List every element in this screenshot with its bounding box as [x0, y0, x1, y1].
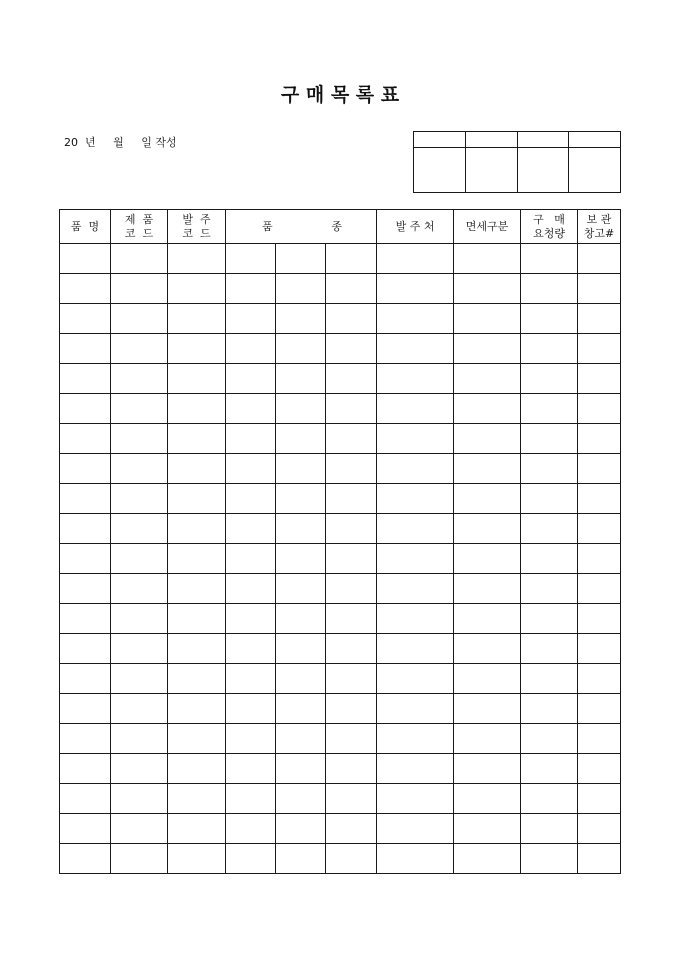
table-cell[interactable]	[377, 814, 454, 844]
table-cell[interactable]	[326, 274, 377, 304]
table-row	[60, 814, 621, 844]
table-cell[interactable]	[521, 514, 578, 544]
table-cell[interactable]	[326, 244, 377, 274]
header-storage: 보 관 창고#	[578, 210, 621, 244]
table-cell[interactable]	[326, 724, 377, 754]
table-cell[interactable]	[326, 604, 377, 634]
table-cell[interactable]	[521, 724, 578, 754]
header-order-code: 발 주 코 드	[168, 210, 226, 244]
table-cell[interactable]	[377, 304, 454, 334]
table-cell[interactable]	[111, 304, 168, 334]
table-cell[interactable]	[377, 724, 454, 754]
table-cell[interactable]	[60, 694, 111, 724]
table-cell[interactable]	[578, 514, 621, 544]
table-cell[interactable]	[578, 724, 621, 754]
table-cell[interactable]	[521, 574, 578, 604]
table-cell[interactable]	[578, 754, 621, 784]
table-cell[interactable]	[578, 784, 621, 814]
table-row	[60, 724, 621, 754]
table-cell[interactable]	[60, 784, 111, 814]
table-cell[interactable]	[226, 304, 276, 334]
table-cell[interactable]	[326, 634, 377, 664]
table-cell[interactable]	[326, 784, 377, 814]
table-cell[interactable]	[454, 634, 521, 664]
table-cell[interactable]	[276, 724, 326, 754]
table-cell[interactable]	[226, 634, 276, 664]
table-cell[interactable]	[521, 544, 578, 574]
table-cell[interactable]	[454, 664, 521, 694]
table-cell[interactable]	[521, 424, 578, 454]
table-cell[interactable]	[276, 424, 326, 454]
table-row	[60, 334, 621, 364]
table-cell[interactable]	[454, 514, 521, 544]
table-cell[interactable]	[168, 754, 226, 784]
table-cell[interactable]	[454, 694, 521, 724]
table-cell[interactable]	[111, 394, 168, 424]
table-cell[interactable]	[454, 274, 521, 304]
table-cell[interactable]	[276, 394, 326, 424]
table-cell[interactable]	[326, 514, 377, 544]
table-cell[interactable]	[226, 244, 276, 274]
table-cell[interactable]	[168, 364, 226, 394]
approval-sign-cell[interactable]	[518, 148, 569, 193]
header-category: 품 종	[226, 210, 377, 244]
table-row	[60, 274, 621, 304]
table-cell[interactable]	[326, 424, 377, 454]
header-supplier: 발 주 처	[377, 210, 454, 244]
table-row	[60, 754, 621, 784]
table-cell[interactable]	[60, 304, 111, 334]
table-cell[interactable]	[326, 334, 377, 364]
table-cell[interactable]	[276, 604, 326, 634]
table-cell[interactable]	[377, 424, 454, 454]
table-cell[interactable]	[377, 364, 454, 394]
header-product-code: 제 품 코 드	[111, 210, 168, 244]
table-cell[interactable]	[454, 844, 521, 874]
table-cell[interactable]	[276, 844, 326, 874]
table-cell[interactable]	[226, 334, 276, 364]
header-item-name: 품 명	[60, 210, 111, 244]
table-cell[interactable]	[578, 304, 621, 334]
table-cell[interactable]	[521, 304, 578, 334]
table-cell[interactable]	[168, 814, 226, 844]
table-cell[interactable]	[226, 364, 276, 394]
table-cell[interactable]	[111, 484, 168, 514]
table-row	[60, 424, 621, 454]
table-cell[interactable]	[454, 304, 521, 334]
table-cell[interactable]	[377, 844, 454, 874]
table-cell[interactable]	[521, 694, 578, 724]
table-cell[interactable]	[578, 394, 621, 424]
table-cell[interactable]	[60, 574, 111, 604]
table-cell[interactable]	[111, 424, 168, 454]
table-cell[interactable]	[168, 514, 226, 544]
table-cell[interactable]	[521, 814, 578, 844]
table-cell[interactable]	[60, 544, 111, 574]
table-row	[60, 784, 621, 814]
table-cell[interactable]	[168, 334, 226, 364]
table-cell[interactable]	[377, 664, 454, 694]
table-cell[interactable]	[276, 454, 326, 484]
table-cell[interactable]	[276, 694, 326, 724]
table-cell[interactable]	[326, 574, 377, 604]
table-cell[interactable]	[521, 334, 578, 364]
table-cell[interactable]	[454, 814, 521, 844]
table-cell[interactable]	[111, 334, 168, 364]
table-cell[interactable]	[276, 664, 326, 694]
table-cell[interactable]	[276, 514, 326, 544]
table-cell[interactable]	[578, 814, 621, 844]
table-cell[interactable]	[60, 364, 111, 394]
table-cell[interactable]	[168, 454, 226, 484]
table-cell[interactable]	[111, 244, 168, 274]
table-cell[interactable]	[521, 664, 578, 694]
table-cell[interactable]	[454, 364, 521, 394]
table-cell[interactable]	[111, 514, 168, 544]
date-written-line: 20 년 월 일 작성	[64, 136, 177, 149]
table-cell[interactable]	[578, 604, 621, 634]
table-cell[interactable]	[60, 484, 111, 514]
table-cell[interactable]	[111, 454, 168, 484]
table-cell[interactable]	[578, 694, 621, 724]
table-cell[interactable]	[60, 244, 111, 274]
table-cell[interactable]	[521, 604, 578, 634]
header-tax-type: 면세구분	[454, 210, 521, 244]
table-cell[interactable]	[578, 454, 621, 484]
table-cell[interactable]	[454, 604, 521, 634]
table-cell[interactable]	[60, 394, 111, 424]
table-cell[interactable]	[326, 814, 377, 844]
table-cell[interactable]	[454, 244, 521, 274]
approval-sign-cell[interactable]	[414, 148, 466, 193]
table-cell[interactable]	[168, 604, 226, 634]
table-cell[interactable]	[276, 544, 326, 574]
table-row	[60, 544, 621, 574]
page-title: 구 매 목 록 표	[280, 84, 400, 106]
table-row	[60, 244, 621, 274]
table-cell[interactable]	[454, 394, 521, 424]
approval-header-cell[interactable]	[569, 132, 621, 148]
approval-sign-cell[interactable]	[466, 148, 518, 193]
approval-box	[413, 131, 621, 193]
purchase-list-table	[59, 209, 621, 874]
table-cell[interactable]	[226, 454, 276, 484]
table-cell[interactable]	[276, 334, 326, 364]
table-cell[interactable]	[226, 574, 276, 604]
table-cell[interactable]	[578, 544, 621, 574]
table-cell[interactable]	[326, 844, 377, 874]
table-cell[interactable]	[60, 334, 111, 364]
table-cell[interactable]	[578, 364, 621, 394]
table-row	[60, 364, 621, 394]
table-cell[interactable]	[326, 754, 377, 784]
table-cell[interactable]	[111, 574, 168, 604]
table-cell[interactable]	[326, 304, 377, 334]
approval-header-cell[interactable]	[414, 132, 466, 148]
table-cell[interactable]	[226, 754, 276, 784]
table-cell[interactable]	[454, 574, 521, 604]
table-cell[interactable]	[521, 274, 578, 304]
table-cell[interactable]	[168, 484, 226, 514]
table-cell[interactable]	[168, 724, 226, 754]
table-cell[interactable]	[60, 604, 111, 634]
table-cell[interactable]	[521, 454, 578, 484]
table-cell[interactable]	[276, 754, 326, 784]
table-cell[interactable]	[226, 694, 276, 724]
table-cell[interactable]	[326, 544, 377, 574]
table-cell[interactable]	[276, 364, 326, 394]
table-cell[interactable]	[276, 274, 326, 304]
table-row	[60, 304, 621, 334]
table-cell[interactable]	[521, 754, 578, 784]
table-header-row	[60, 210, 621, 244]
table-cell[interactable]	[377, 454, 454, 484]
approval-header-cell[interactable]	[518, 132, 569, 148]
header-purchase-request: 구 매 요청량	[521, 210, 578, 244]
table-cell[interactable]	[111, 754, 168, 784]
table-cell[interactable]	[226, 784, 276, 814]
table-cell[interactable]	[168, 394, 226, 424]
table-cell[interactable]	[111, 364, 168, 394]
table-cell[interactable]	[111, 274, 168, 304]
table-cell[interactable]	[326, 694, 377, 724]
table-cell[interactable]	[111, 784, 168, 814]
table-cell[interactable]	[521, 484, 578, 514]
table-cell[interactable]	[454, 784, 521, 814]
table-cell[interactable]	[226, 604, 276, 634]
table-cell[interactable]	[377, 394, 454, 424]
table-cell[interactable]	[111, 694, 168, 724]
table-row	[60, 694, 621, 724]
table-cell[interactable]	[276, 634, 326, 664]
table-cell[interactable]	[60, 454, 111, 484]
table-cell[interactable]	[60, 724, 111, 754]
table-cell[interactable]	[454, 724, 521, 754]
table-cell[interactable]	[578, 484, 621, 514]
table-cell[interactable]	[60, 514, 111, 544]
table-cell[interactable]	[377, 484, 454, 514]
table-row	[60, 664, 621, 694]
table-row	[60, 604, 621, 634]
table-cell[interactable]	[60, 754, 111, 784]
table-cell[interactable]	[377, 334, 454, 364]
table-cell[interactable]	[377, 604, 454, 634]
table-cell[interactable]	[168, 784, 226, 814]
table-cell[interactable]	[276, 244, 326, 274]
table-cell[interactable]	[377, 634, 454, 664]
table-cell[interactable]	[454, 424, 521, 454]
table-cell[interactable]	[521, 244, 578, 274]
table-cell[interactable]	[168, 544, 226, 574]
table-cell[interactable]	[111, 604, 168, 634]
table-cell[interactable]	[226, 424, 276, 454]
table-cell[interactable]	[226, 814, 276, 844]
table-cell[interactable]	[578, 244, 621, 274]
table-cell[interactable]	[578, 274, 621, 304]
table-cell[interactable]	[226, 844, 276, 874]
table-cell[interactable]	[578, 424, 621, 454]
table-cell[interactable]	[168, 304, 226, 334]
table-cell[interactable]	[226, 514, 276, 544]
table-cell[interactable]	[168, 634, 226, 664]
table-cell[interactable]	[326, 454, 377, 484]
table-cell[interactable]	[454, 484, 521, 514]
table-cell[interactable]	[111, 814, 168, 844]
table-cell[interactable]	[60, 274, 111, 304]
table-cell[interactable]	[578, 844, 621, 874]
table-cell[interactable]	[578, 634, 621, 664]
table-cell[interactable]	[226, 544, 276, 574]
table-cell[interactable]	[377, 544, 454, 574]
table-row	[60, 844, 621, 874]
table-row	[60, 454, 621, 484]
table-cell[interactable]	[578, 334, 621, 364]
table-row	[60, 514, 621, 544]
table-cell[interactable]	[168, 574, 226, 604]
table-cell[interactable]	[168, 274, 226, 304]
table-row	[60, 484, 621, 514]
table-cell[interactable]	[226, 274, 276, 304]
table-cell[interactable]	[326, 664, 377, 694]
table-row	[60, 574, 621, 604]
table-cell[interactable]	[377, 244, 454, 274]
table-cell[interactable]	[377, 514, 454, 544]
approval-header-cell[interactable]	[466, 132, 518, 148]
table-cell[interactable]	[111, 544, 168, 574]
table-cell[interactable]	[377, 574, 454, 604]
table-cell[interactable]	[111, 724, 168, 754]
table-row	[60, 634, 621, 664]
table-cell[interactable]	[60, 814, 111, 844]
table-cell[interactable]	[276, 484, 326, 514]
table-cell[interactable]	[111, 664, 168, 694]
table-cell[interactable]	[226, 724, 276, 754]
table-cell[interactable]	[326, 364, 377, 394]
table-cell[interactable]	[578, 574, 621, 604]
table-cell[interactable]	[168, 664, 226, 694]
table-cell[interactable]	[521, 364, 578, 394]
table-cell[interactable]	[326, 394, 377, 424]
table-cell[interactable]	[521, 634, 578, 664]
table-cell[interactable]	[521, 784, 578, 814]
table-cell[interactable]	[111, 844, 168, 874]
table-cell[interactable]	[454, 754, 521, 784]
table-cell[interactable]	[60, 424, 111, 454]
table-cell[interactable]	[454, 454, 521, 484]
table-cell[interactable]	[454, 334, 521, 364]
table-cell[interactable]	[326, 484, 377, 514]
table-cell[interactable]	[578, 664, 621, 694]
table-cell[interactable]	[377, 694, 454, 724]
table-cell[interactable]	[521, 394, 578, 424]
table-cell[interactable]	[226, 484, 276, 514]
table-cell[interactable]	[276, 574, 326, 604]
table-cell[interactable]	[521, 844, 578, 874]
table-cell[interactable]	[226, 664, 276, 694]
table-cell[interactable]	[168, 694, 226, 724]
table-cell[interactable]	[60, 634, 111, 664]
table-cell[interactable]	[377, 274, 454, 304]
table-cell[interactable]	[60, 664, 111, 694]
table-cell[interactable]	[168, 844, 226, 874]
table-cell[interactable]	[60, 844, 111, 874]
table-cell[interactable]	[168, 244, 226, 274]
table-cell[interactable]	[377, 784, 454, 814]
table-cell[interactable]	[454, 544, 521, 574]
table-row	[60, 394, 621, 424]
table-cell[interactable]	[168, 424, 226, 454]
table-cell[interactable]	[226, 394, 276, 424]
table-cell[interactable]	[276, 784, 326, 814]
table-cell[interactable]	[276, 814, 326, 844]
table-cell[interactable]	[377, 754, 454, 784]
table-cell[interactable]	[111, 634, 168, 664]
table-cell[interactable]	[276, 304, 326, 334]
approval-sign-cell[interactable]	[569, 148, 621, 193]
